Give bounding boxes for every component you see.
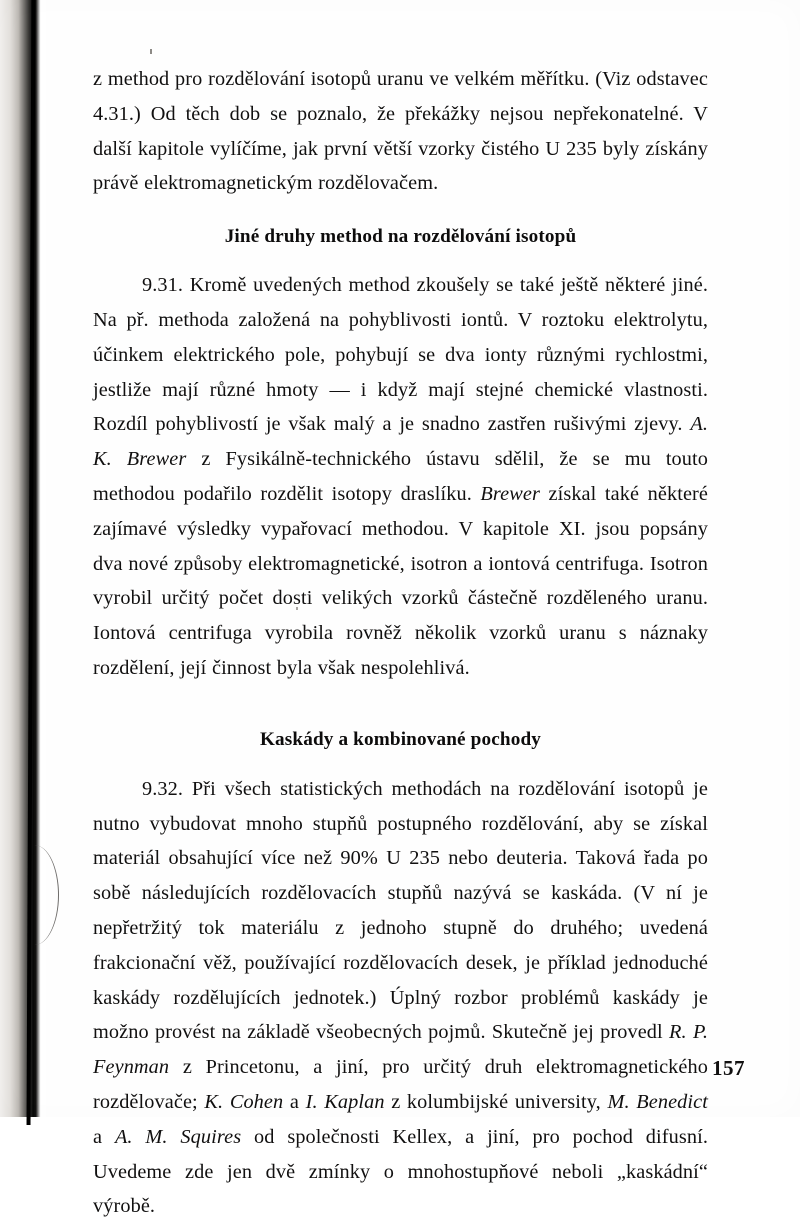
italic-run: K. Cohen [204,1090,284,1113]
spacer [93,201,708,223]
italic-run: A. K. Brewer [93,413,708,471]
paragraph-9-32: 9.32. Při všech statistických methodách na rozdělování isotopů je nutno vybudovat mnoho stupňů postupného rozdělování, aby se získal materiál obsahující více než 90% U 235 nebo deuteria. Taková řada po sobě následujících rozdělovacích stupňů nazývá se kaskáda. (V ní je nepřetržitý tok materiálu z jednoho stupně do druhého; uvedená frakcionační věž, používající rozdělovacích desek, je příklad jednoduché kaskády rozdělujících jednotek.) Úplný rozbor problémů kaskády je možno provést na základě všeobecných pojmů. Skutečně jej provedl R. P. Feynman z Princetonu, a jiní, pro určitý druh elektromagnetického rozdělovače; K. Cohen a I. Kaplan z kolumbijské university, M. Benedict a A. M. Squires od společnosti Kellex, a jiní, pro pochod difusní. Uvedeme zde jen dvě zmínky o mnohostupňové neboli „kaskádní“ výrobě. [93,777,708,1218]
binding-gutter-line [27,0,36,1125]
page-curl-artifact [24,845,59,945]
spacer [93,686,708,726]
italic-run: M. Benedict [607,1090,708,1113]
paragraph-9-31: 9.31. Kromě uvedených method zkoušely se také ještě některé jiné. Na př. methoda založená na pohyblivosti iontů. V roztoku elektrolytu, účinkem elektrického pole, pohybují se dva ionty různými rychlostmi, jestliže mají různé hmoty — i když mají stejné chemické vlastnosti. Rozdíl pohyblivostí je však malý a je snadno zastřen rušivými zjevy. A. K. Brewer z Fysikálně-technického ústavu sdělil, že se mu touto methodou podařilo rozdělit isotopy draslíku. Brewer získal také některé zajímavé výsledky vypařovací methodou. V kapitole XI. jsou popsány dva nové způsoby elektromagnetické, isotron a iontová centrifuga. Isotron vyrobil určitý počet dosti velikých vzorků částečně rozděleného uranu. Iontová centrifuga vyrobila rovněž několik vzorků uranu s náznaky rozdělení, její činnost byla však nespolehlivá. [93,274,709,679]
italic-run: R. P. Feynman [93,1021,708,1079]
page-number: 157 [712,1056,745,1080]
binding-gutter-shadow [0,0,46,1117]
paragraph-intro: z method pro rozdělování isotopů uranu ve velkém měřítku. (Viz odstavec 4.31.) Od těch dob se poznalo, že překážky nejsou nepřekonatelné. V další kapitole vylíčíme, jak první větší vzorky čistého U 235 byly získány právě elektromagnetickým rozdělovačem. [93,68,708,195]
italic-run: Brewer [480,482,540,505]
section-heading-2: Kaskády a kombinované pochody [259,728,542,750]
italic-run: A. M. Squires [114,1125,242,1148]
section-heading-1: Jiné druhy method na rozdělování isotopů [224,226,577,248]
spacer [93,754,708,772]
italic-run: I. Kaplan [305,1090,385,1113]
spacer [93,251,708,268]
scan-speck [150,49,152,54]
text-column [93,62,708,1224]
